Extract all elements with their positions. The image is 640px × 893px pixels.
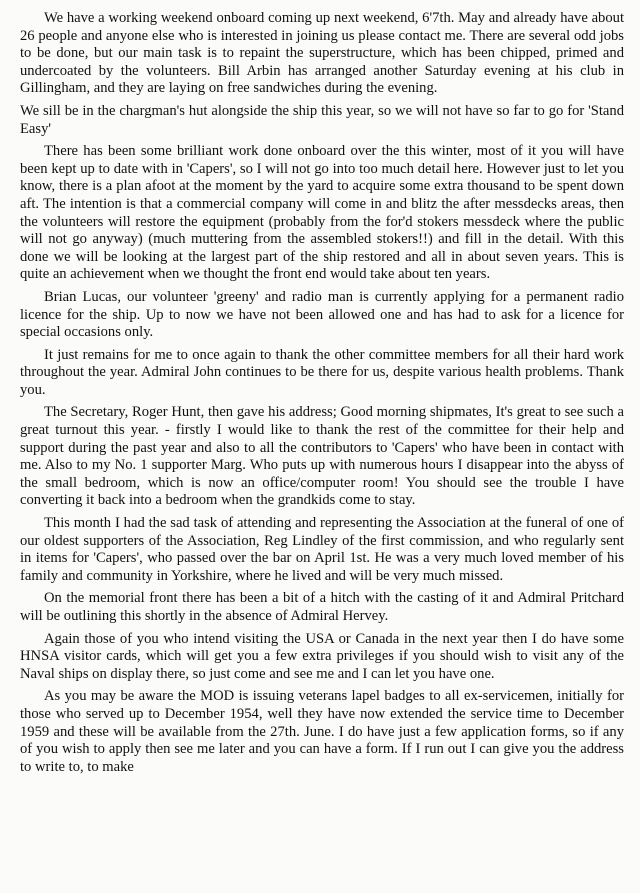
paragraph-hnsa-cards: Again those of you who intend visiting the USA or Canada in the next year then I do have some HNSA visitor cards, which will get you a few extra privileges if you should wish to visit any of the Naval ships on display there, so just come and see me and I can let you have one. [20,630,624,682]
paragraph-reg-lindley: This month I had the sad task of attending and representing the Association at the funeral of one of our oldest supporters of the Association, Reg Lindley of the first commission, and who regularly sent in items for 'Capers', who passed over the bar on April 1st. He was a very much loved member of his family and community in Yorkshire, where he lived and will be very much missed. [20,515,624,584]
paragraph-radio-licence: Brian Lucas, our volunteer 'greeny' and radio man is currently applying for a permanent radio licence for the ship. Up to now we have not been allowed one and has had to ask for a licence for special occasions only. [20,288,624,341]
paragraph-working-weekend: We have a working weekend onboard coming up next weekend, 6'7th. May and already have about 26 people and anyone else who is interested in joining us please contact me. There are several odd jobs to be done, but our main task is to repaint the superstructure, which has been chipped, primed and undercoated by the volunteers. Bill Arbin has arranged another Saturday evening at his club in Gillingham, and they are laying on free sandwiches during the evening. [20,10,624,97]
paragraph-chargmans-hut: We sill be in the chargman's hut alongside the ship this year, so we will not have so far to go for 'Stand Easy' [20,102,624,137]
paragraph-lapel-badges: As you may be aware the MOD is issuing veterans lapel badges to all ex-servicemen, initially for those who served up to December 1954, well they have now extended the service time to December 1959 and these will be available from the 27th. June. I do have just a few application forms, so if any of you wish to apply then see me later and you can have a form. If I run out I can give you the address to write to, to make [20,688,624,775]
paragraph-thanks-committee: It just remains for me to once again to thank the other committee members for all their hard work throughout the year. Admiral John continues to be there for us, despite various health problems. Thank you. [20,346,624,398]
paragraph-secretary-address: The Secretary, Roger Hunt, then gave his address; Good morning shipmates, It's great to see such a great turnout this year. - firstly I would like to thank the rest of the committee for their help and support during the past year and also to all the contributors to 'Capers' who have been in contact with me. Also to my No. 1 supporter Marg. Who puts up with numerous hours I disappear into the abyss of the small bedroom, which is now an office/computer room! You should see the trouble I have converting it back into a bedroom when the grandkids come to stay. [20,404,624,509]
paragraph-memorial: On the memorial front there has been a bit of a hitch with the casting of it and Admiral Pritchard will be outlining this shortly in the absence of Admiral Hervey. [20,590,624,624]
paragraph-winter-work: There has been some brilliant work done onboard over the this winter, most of it you will have been kept up to date with in 'Capers', so I will not go into too much detail here. However just to let you know, there is a plan afoot at the moment by the yard to acquire some extra thousand to be spent down aft. The intention is that a commercial company will come in and blitz the after messdecks areas, then the volunteers will restore the equipment (probably from the for'd stokers messdeck where the public will not go anyway) (much muttering from the assembled stokers!!) and fill in the detail. With this done we will be looking at the largest part of the ship restored and all in about seven years. This is quite an achievement when we thought the front end would take about ten years. [20,143,624,283]
